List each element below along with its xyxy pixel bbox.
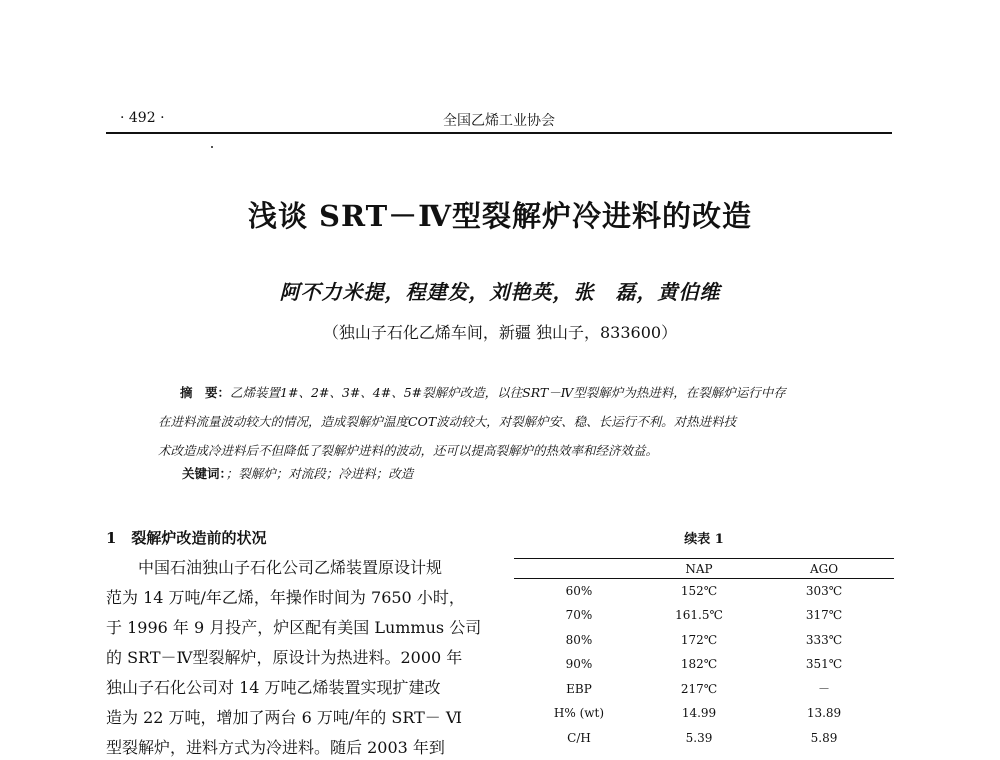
table-header-cell xyxy=(514,559,644,579)
body-line: 范为 14 万吨/年乙烯，年操作时间为 7650 小时， xyxy=(106,588,465,607)
distillation-table xyxy=(514,558,894,750)
table-row xyxy=(514,652,894,677)
table-cell: 161.5℃ xyxy=(675,608,723,623)
table-cell: 5.39 xyxy=(685,730,713,745)
table-cell: 80% xyxy=(565,632,593,647)
body-line: 独山子石化公司对 14 万吨乙烯装置实现扩建改 xyxy=(106,678,441,697)
table-cell: 13.89 xyxy=(806,706,842,721)
abstract-text: 乙烯装置1#、2#、3#、4#、5#裂解炉改造，以往SRT－Ⅳ型裂解炉为热进料，在裂解炉运行中存 xyxy=(230,385,786,400)
abstract-line: 在进料流量波动较大的情况，造成裂解炉温度COT波动较大，对裂解炉安、稳、长运行不利。对热进料技 xyxy=(158,414,737,429)
journal-name: 全国乙烯工业协会 xyxy=(443,113,555,129)
table-cell: 303℃ xyxy=(805,584,843,598)
keywords-text: ；裂解炉；对流段；冷进料；改造 xyxy=(225,466,414,481)
page-header xyxy=(106,106,892,134)
body-line: 造为 22 万吨，增加了两台 6 万吨/年的 SRT－ Ⅵ xyxy=(106,708,462,727)
body-line: 于 1996 年 9 月投产，炉区配有美国 Lummus 公司 xyxy=(106,618,482,637)
body-line: 的 SRT－Ⅳ型裂解炉，原设计为热进料。2000 年 xyxy=(106,648,463,667)
author-affiliation: （独山子石化乙烯车间，新疆 独山子，833600） xyxy=(322,323,678,342)
body-line: 型裂解炉，进料方式为冷进料。随后 2003 年到 xyxy=(106,738,445,757)
body-line: 中国石油独山子石化公司乙烯装置原设计规 xyxy=(138,558,443,577)
table-header-row xyxy=(514,559,894,579)
abstract-line: 术改造成冷进料后不但降低了裂解炉进料的波动，还可以提高裂解炉的热效率和经济效益。 xyxy=(158,443,659,458)
table-cell: 351℃ xyxy=(805,657,843,672)
table-cell: 60% xyxy=(565,584,593,598)
print-speck xyxy=(211,146,213,148)
table-cell: 90% xyxy=(565,657,593,672)
table-cell: 217℃ xyxy=(680,681,718,696)
table-cell: 172℃ xyxy=(680,632,718,647)
table-cell: C/H xyxy=(567,730,591,745)
table-cell: 333℃ xyxy=(805,632,843,647)
table-cell: 182℃ xyxy=(680,657,718,672)
table-cell: 317℃ xyxy=(805,608,843,623)
table-caption: 续表 1 xyxy=(684,532,724,547)
article-title: 浅谈 SRT－Ⅳ型裂解炉冷进料的改造 xyxy=(247,199,753,233)
keywords xyxy=(182,464,413,482)
author-list: 阿不力米提，程建发，刘艳英，张 磊，黄伯维 xyxy=(279,280,721,304)
table-cell: H% (wt) xyxy=(553,706,605,721)
table-row xyxy=(514,579,894,604)
table-cell: EBP xyxy=(566,681,592,696)
table-cell: 14.99 xyxy=(681,706,717,721)
table-cell: 70% xyxy=(565,608,593,623)
page-number: · 492 · xyxy=(120,110,165,126)
table-header-cell: AGO xyxy=(809,561,839,576)
table-cell: 152℃ xyxy=(680,584,718,598)
abstract-label: 摘 要： xyxy=(180,385,231,400)
section-body xyxy=(106,553,492,760)
table-cell: 5.89 xyxy=(810,730,838,745)
table-row xyxy=(514,726,894,751)
abstract xyxy=(158,378,858,465)
table-header-cell: NAP xyxy=(685,561,713,576)
table-row xyxy=(514,677,894,702)
table-cell: － xyxy=(817,682,830,697)
table-row xyxy=(514,628,894,653)
abstract-line xyxy=(158,378,858,407)
keywords-label: 关键词： xyxy=(182,466,226,481)
table-row xyxy=(514,701,894,726)
table-row xyxy=(514,603,894,628)
section-heading: 1 裂解炉改造前的状况 xyxy=(106,529,267,547)
